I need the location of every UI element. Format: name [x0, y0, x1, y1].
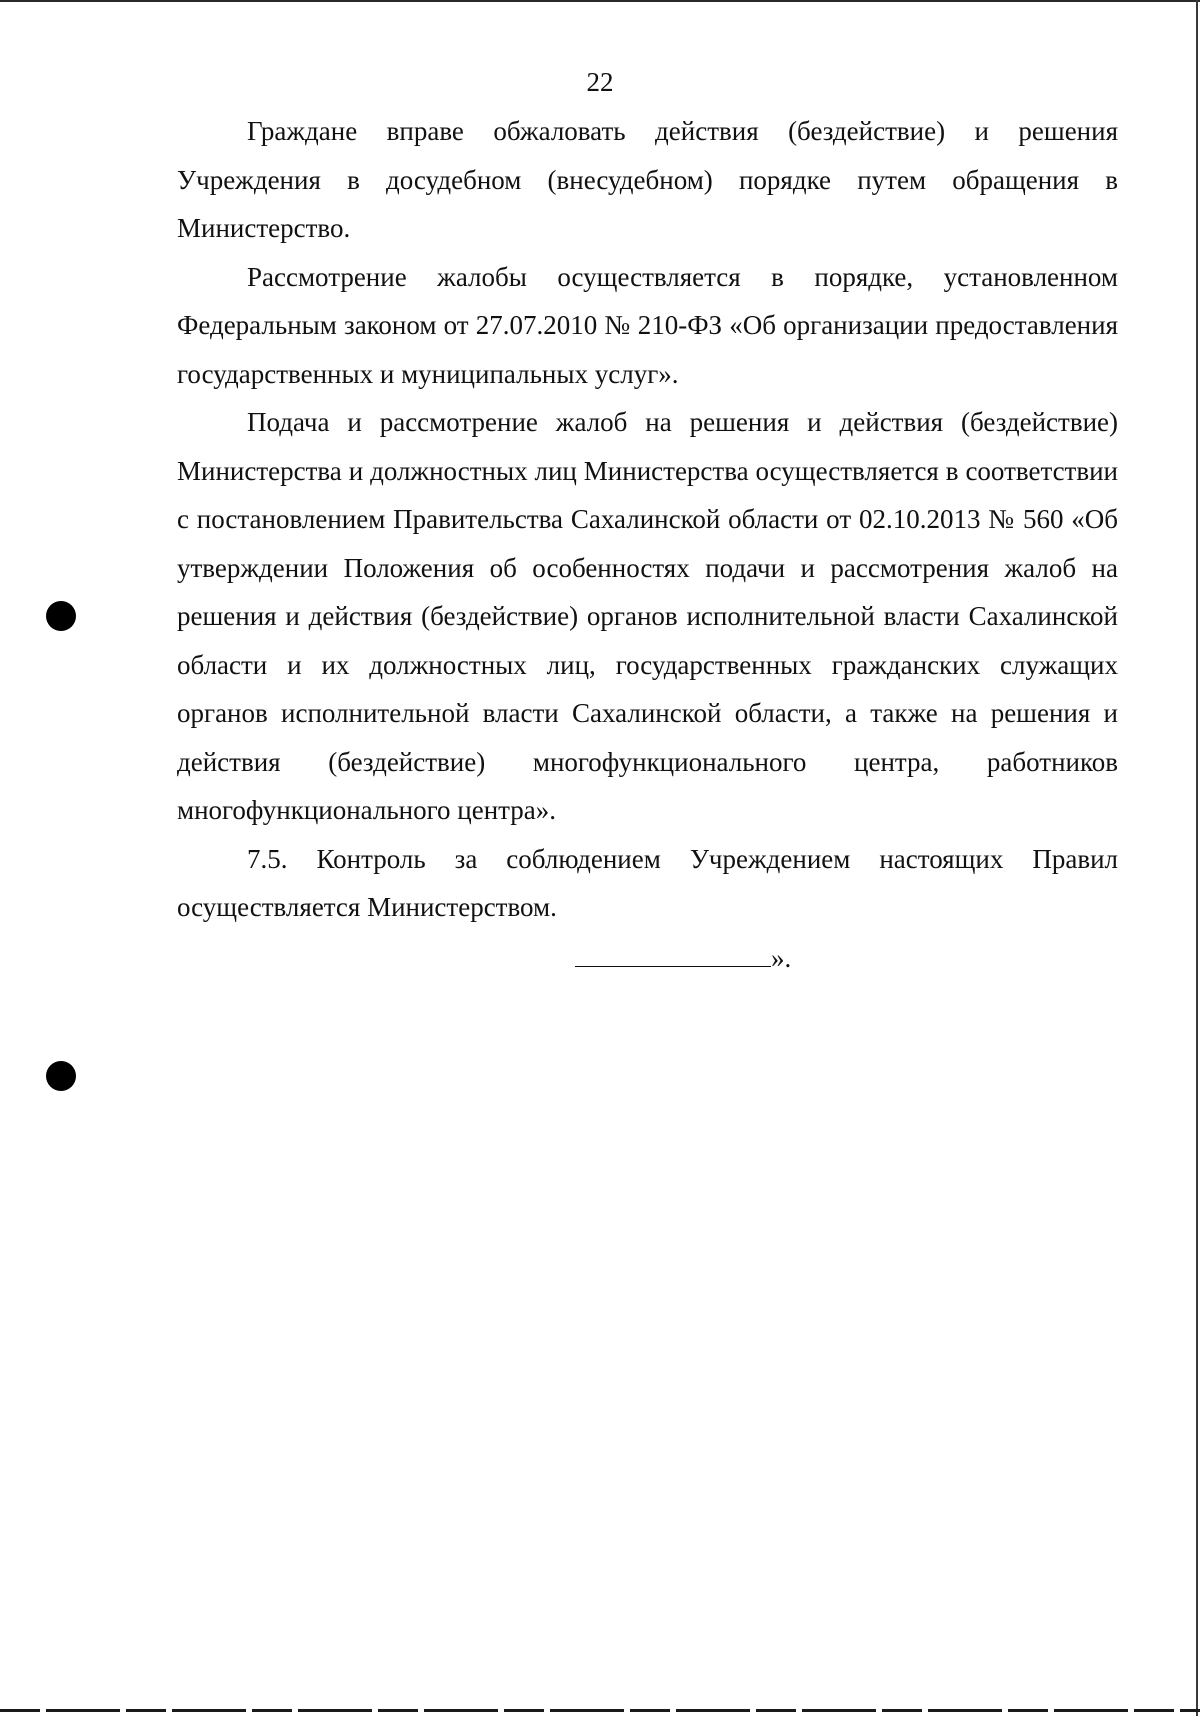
scan-edge-bottom	[0, 1709, 1200, 1712]
scan-edge-right	[1196, 0, 1198, 1716]
paragraph-control: 7.5. Контроль за соблюдением Учреждением настоящих Правил осуществляется Министерством.	[177, 843, 1118, 922]
punch-hole-upper	[46, 601, 76, 631]
document-body	[177, 107, 1118, 932]
closing-underline	[575, 940, 771, 967]
paragraph-complaint-review: Рассмотрение жалобы осуществляется в порядке, установленном Федеральным законом от 27.07.2010 № 210-ФЗ «Об организации предоставления государственных и муниципальных услуг».	[177, 261, 1118, 389]
page-number: 22	[586, 67, 614, 97]
paragraph-complaint-submission: Подача и рассмотрение жалоб на решения и действия (бездействие) Министерства и должностных лиц Министерства осуществляется в соответствии с постановлением Правительства Сахалинской области от 02.10.2013 № 560 «Об утверждении Положения об особенностях подачи и рассмотрения жалоб на решения и действия (бездействие) органов исполнительной власти Сахалинской области и их должностных лиц, государственных гражданских служащих органов исполнительной власти Сахалинской области, а также на решения и действия (бездействие) многофункционального центра, работников многофункционального центра».	[177, 407, 1118, 825]
paragraph-appeal-right: Граждане вправе обжаловать действия (бездействие) и решения Учреждения в досудебном (внесудебном) порядке путем обращения в Министерство.	[177, 116, 1118, 243]
closing-line	[575, 940, 791, 974]
scan-edge-top	[0, 0, 1200, 2]
closing-quote-mark: ».	[771, 943, 792, 973]
punch-hole-lower	[46, 1061, 76, 1091]
